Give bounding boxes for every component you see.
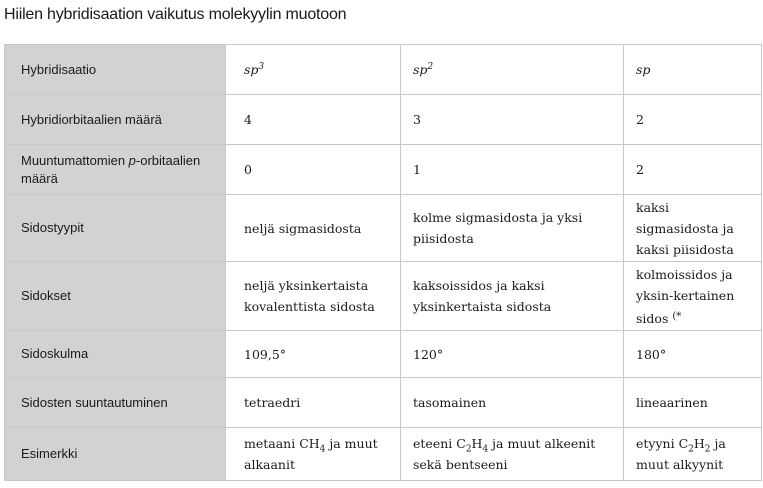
footnote-mark: (*: [672, 310, 682, 322]
table-cell: 120°: [401, 331, 624, 378]
page-title: Hiilen hybridisaation vaikutus molekyylin muotoon: [4, 6, 347, 23]
row-header: Esimerkki: [5, 428, 226, 481]
table-cell: kaksoissidos ja kaksi yksinkertaista sidosta: [401, 262, 624, 331]
table-cell: 1: [401, 145, 624, 195]
table-cell: 4: [226, 95, 401, 145]
table-cell: lineaarinen: [624, 378, 762, 428]
row-header: Muuntumattomien p-orbitaalien määrä: [5, 145, 226, 195]
table-row: [5, 378, 762, 428]
table-cell: eteeni $C_2H_4$ ja muut alkeenit sekä bentseeni: [401, 428, 624, 481]
table-row: [5, 145, 762, 195]
table-cell: 2: [624, 145, 762, 195]
row-header: Hybridiorbitaalien määrä: [5, 95, 226, 145]
row-header: Sidoskulma: [5, 331, 226, 378]
table-row: [5, 262, 762, 331]
row-header: Hybridisaatio: [5, 45, 226, 95]
table-cell: kolme sigmasidosta ja yksi piisidosta: [401, 195, 624, 262]
row-header: Sidostyypit: [5, 195, 226, 262]
table-cell: $sp^3$: [226, 45, 401, 95]
table-cell: tasomainen: [401, 378, 624, 428]
table-row: [5, 195, 762, 262]
table-cell: kaksi sigmasidosta ja kaksi piisidosta: [624, 195, 762, 262]
table-cell: 180°: [624, 331, 762, 378]
table-cell: tetraedri: [226, 378, 401, 428]
table-cell: neljä yksinkertaista kovalenttista sidosta: [226, 262, 401, 331]
table-cell: metaani $CH_4$ ja muut alkaanit: [226, 428, 401, 481]
table-row: [5, 331, 762, 378]
row-header: Sidokset: [5, 262, 226, 331]
table-cell: 2: [624, 95, 762, 145]
table-cell: neljä sigmasidosta: [226, 195, 401, 262]
hybridization-table: [4, 44, 762, 481]
row-header: Sidosten suuntautuminen: [5, 378, 226, 428]
table-cell: sp: [624, 45, 762, 95]
table-cell: $sp^2$: [401, 45, 624, 95]
table-row: [5, 428, 762, 481]
table-cell: kolmoissidos ja yksin-kertainen sidos (*: [624, 262, 762, 331]
table-cell: 0: [226, 145, 401, 195]
table-cell: 3: [401, 95, 624, 145]
table-cell: 109,5°: [226, 331, 401, 378]
table-row: [5, 95, 762, 145]
table-cell: etyyni $C_2H_2$ ja muut alkyynit: [624, 428, 762, 481]
table-row: [5, 45, 762, 95]
